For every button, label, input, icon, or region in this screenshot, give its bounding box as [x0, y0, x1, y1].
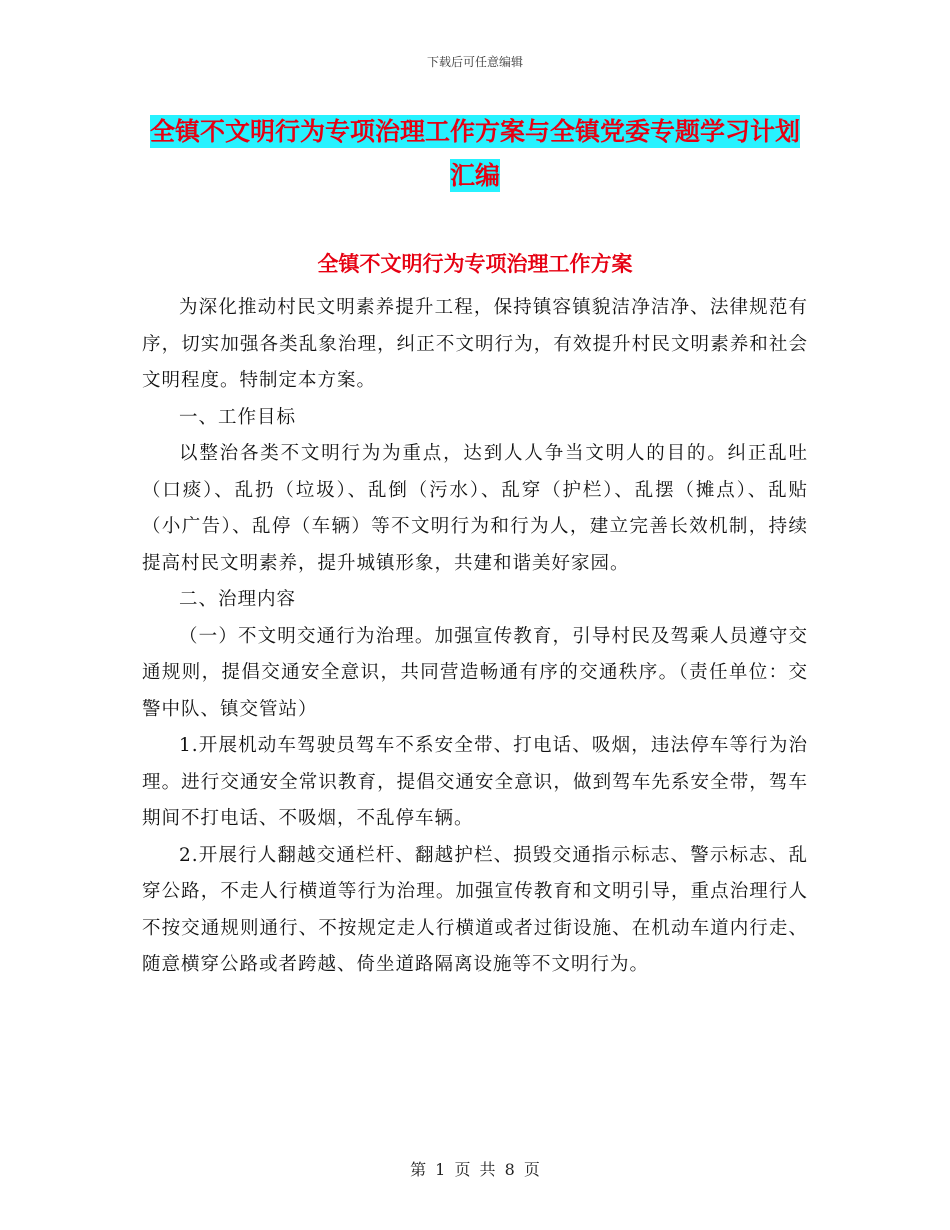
heading-work-goals: 一、工作目标 — [179, 406, 297, 428]
section-title: 全镇不文明行为专项治理工作方案 — [317, 252, 633, 276]
paragraph-traffic-governance: （一）不文明交通行为治理。加强宣传教育，引导村民及驾乘人员遵守交通规则，提倡交通安全意识，共同营造畅通有序的交通秩序。（责任单位：交警中队、镇交管站） — [142, 625, 808, 720]
paragraph-intro: 为深化推动村民文明素养提升工程，保持镇容镇貌洁净洁净、法律规范有序，切实加强各类乱象治理，纠正不文明行为，有效提升村民文明素养和社会文明程度。特制定本方案。 — [142, 297, 808, 391]
heading-governance-content: 二、治理内容 — [179, 589, 297, 610]
document-title-text: 全镇不文明行为专项治理工作方案与全镇党委专题学习计划汇编 — [149, 117, 800, 190]
paragraph-item-1: 1.开展机动车驾驶员驾车不系安全带、打电话、吸烟，违法停车等行为治理。进行交通安全常识教育，提倡交通安全意识，做到驾车先系安全带，驾车期间不打电话、不吸烟，不乱停车辆。 — [142, 735, 808, 829]
page-header: 下载后可任意编辑 — [426, 55, 523, 69]
document-title — [140, 110, 810, 198]
page-footer: 第 1 页 共 8 页 — [410, 1160, 540, 1179]
document-body — [142, 290, 808, 984]
paragraph-item-2: 2.开展行人翻越交通栏杆、翻越护栏、损毁交通指示标志、警示标志、乱穿公路，不走人行横道等行为治理。加强宣传教育和文明引导，重点治理行人不按交通规则通行、不按规定走人行横道或者过街设施、在机动车道内行走、随意横穿公路或者跨越、倚坐道路隔离设施等不文明行为。 — [142, 844, 808, 975]
paragraph-goals: 以整治各类不文明行为为重点，达到人人争当文明人的目的。纠正乱吐（口痰）、乱扔（垃圾）、乱倒（污水）、乱穿（护栏）、乱摆（摊点）、乱贴（小广告）、乱停（车辆）等不文明行为和行为人，建立完善长效机制，持续提高村民文明素养，提升城镇形象，共建和谐美好家园。 — [142, 443, 808, 574]
